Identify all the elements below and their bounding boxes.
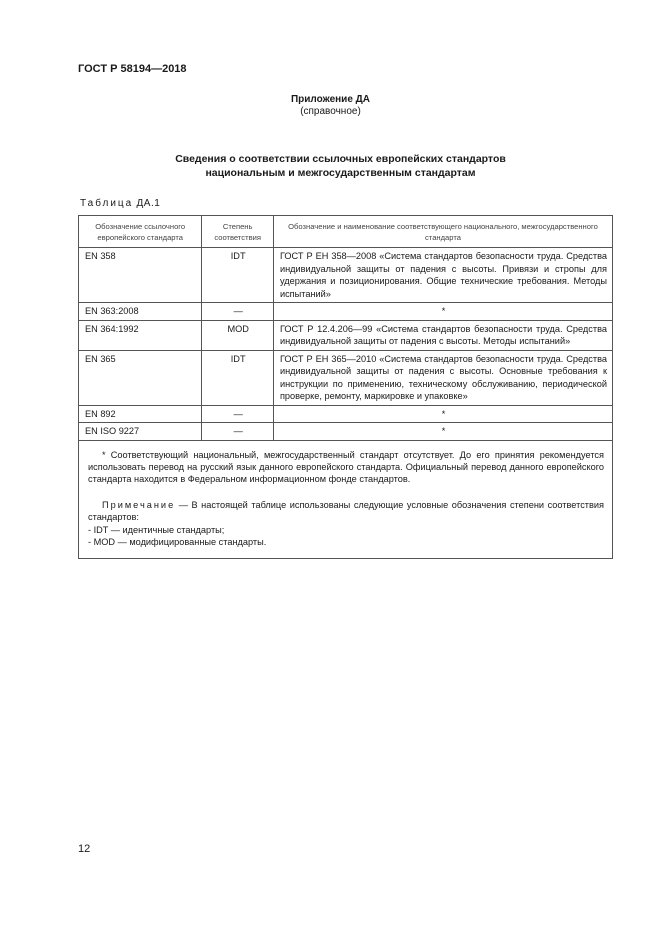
table-row: [79, 248, 613, 303]
cell-national-standard: *: [273, 303, 612, 321]
table-header-row: [79, 216, 613, 248]
cell-reference: EN 365: [79, 350, 202, 405]
document-designation: ГОСТ Р 58194—2018: [78, 63, 187, 75]
table-caption-word: Таблица: [80, 198, 134, 209]
appendix-title: Приложение ДА: [290, 94, 371, 105]
table-row: [79, 303, 613, 321]
table-row: [79, 423, 613, 441]
cell-national-standard: ГОСТ Р ЕН 358—2008 «Система стандартов безопасности труда. Средства индивидуальной защиты от падения с высоты. Привязи и стропы для удержания и позиционирования. Общие технические требования. Методы испытаний»: [273, 248, 612, 303]
header-degree: Степень соответствия: [202, 216, 274, 248]
cell-degree: MOD: [202, 320, 274, 350]
cell-degree: —: [202, 423, 274, 441]
cell-national-standard: ГОСТ Р 12.4.206—99 «Система стандартов безопасности труда. Средства индивидуальной защиты от падения с высоты. Методы испытаний»: [273, 320, 612, 350]
cell-reference: EN ISO 9227: [79, 423, 202, 441]
table-footnote-row: [79, 440, 613, 559]
cell-national-standard: *: [273, 405, 612, 423]
table-caption: [80, 198, 160, 209]
cell-national-standard: *: [273, 423, 612, 441]
page-number: 12: [78, 843, 91, 855]
header-reference-standard: Обозначение ссылочного европейского стандарта: [79, 216, 202, 248]
cell-reference: EN 364:1992: [79, 320, 202, 350]
correspondence-table: [78, 215, 613, 559]
table-row: [79, 350, 613, 405]
cell-reference: EN 892: [79, 405, 202, 423]
cell-national-standard: ГОСТ Р ЕН 365—2010 «Система стандартов безопасности труда. Средства индивидуальной защиты от падения с высоты. Основные требования к инструкции по применению, техническому обслуживанию, периодической проверке, ремонту, маркировке и упаковке»: [273, 350, 612, 405]
section-title-line-1: Сведения о соответствии ссылочных европейских стандартов: [175, 153, 506, 165]
table-row: [79, 405, 613, 423]
section-title-line-2: национальным и межгосударственным стандартам: [205, 167, 476, 179]
table-row: [79, 320, 613, 350]
cell-degree: IDT: [202, 350, 274, 405]
cell-degree: IDT: [202, 248, 274, 303]
footnote-text: * Соответствующий национальный, межгосударственный стандарт отсутствует. До его принятия рекомендуется использовать перевод на русский язык данного европейского стандарта. Официальный перевод данного европейского стандарта находится в Федеральном информационном фонде стандартов.: [88, 449, 604, 485]
cell-reference: EN 358: [79, 248, 202, 303]
cell-degree: —: [202, 303, 274, 321]
note-item-idt: - IDT — идентичные стандарты;: [88, 524, 225, 535]
section-title: [0, 152, 661, 180]
note-text: — В настоящей таблице использованы следующие условные обозначения степени соответствия стандартов:: [88, 499, 604, 523]
note-item-mod: - MOD — модифицированные стандарты.: [88, 536, 267, 547]
appendix-subtitle: (справочное): [300, 106, 361, 117]
note-label: Примечание: [102, 499, 176, 510]
cell-reference: EN 363:2008: [79, 303, 202, 321]
cell-degree: —: [202, 405, 274, 423]
table-footnote: [79, 440, 613, 559]
note-paragraph: [88, 499, 604, 524]
table-caption-id: ДА.1: [136, 198, 161, 209]
header-national-standard: Обозначение и наименование соответствующего национального, межгосударственного стандарта: [273, 216, 612, 248]
